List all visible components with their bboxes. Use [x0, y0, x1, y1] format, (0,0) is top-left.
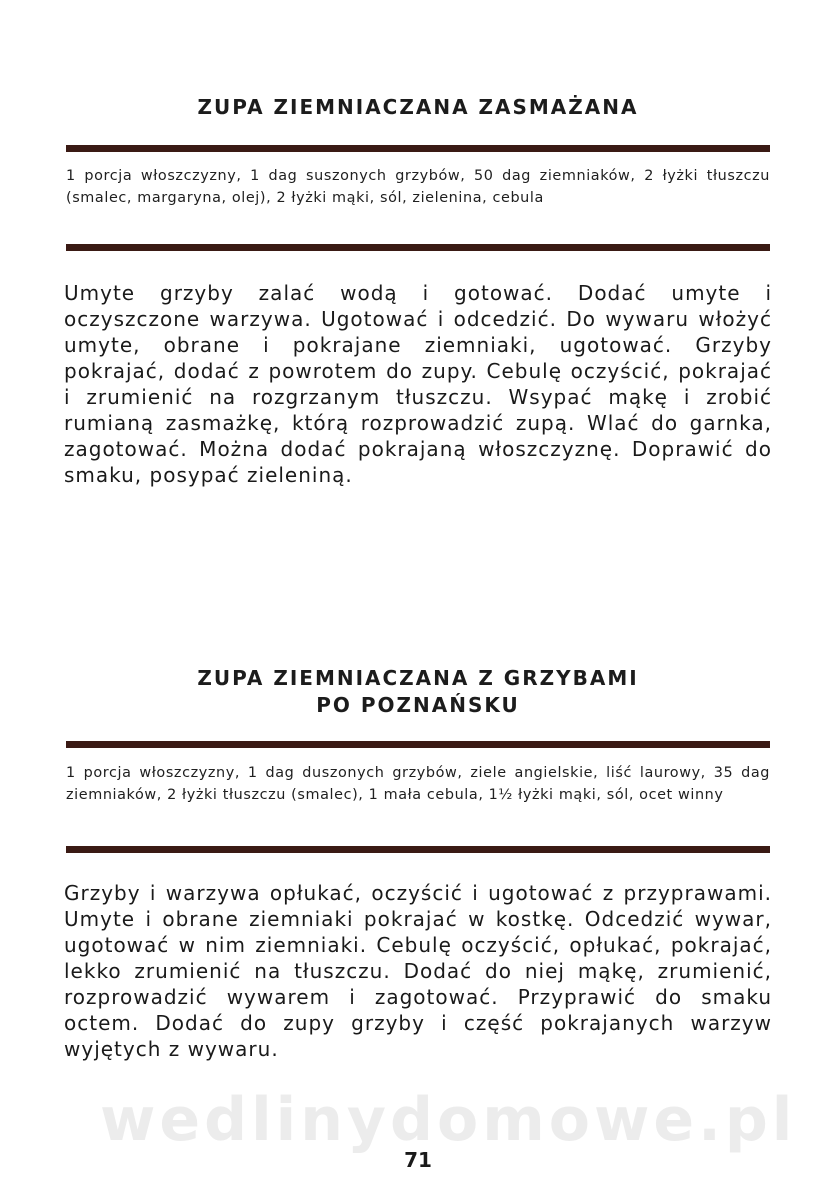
divider-rule [66, 145, 770, 152]
page-number: 71 [404, 1148, 432, 1172]
ingredients-list: 1 porcja włoszczyzny, 1 dag suszonych grzybów, 50 dag ziemniaków, 2 łyżki tłuszczu (smalec, margaryna, olej), 2 łyżki mąki, sól, zielenina, cebula [66, 168, 770, 206]
recipe-title: ZUPA ZIEMNIACZANA ZASMAŻANA [197, 95, 639, 119]
recipe-title [60, 665, 776, 719]
divider-rule [66, 244, 770, 251]
divider-rule [66, 741, 770, 748]
divider-rule [66, 846, 770, 853]
ingredients-list: 1 porcja włoszczyzny, 1 dag duszonych grzybów, ziele angielskie, liść laurowy, 35 dag ziemniaków, 2 łyżki tłuszczu (smalec), 1 mała cebula, 1½ łyżki mąki, sól, ocet winny [66, 765, 770, 803]
recipe-title-line: ZUPA ZIEMNIACZANA Z GRZYBAMI [197, 666, 639, 690]
recipe-instructions: Umyte grzyby zalać wodą i gotować. Dodać umyte i oczyszczone warzywa. Ugotować i odcedzić. Do wywaru włożyć umyte, obrane i pokrajane ziemniaki, ugotować. Grzyby pokrajać, dodać z powrotem do zupy. Cebulę oczyścić, pokrajać i zrumienić na rozgrzanym tłuszczu. Wsypać mąkę i zrobić rumianą zasmażkę, którą rozprowadzić zupą. Wlać do garnka, zagotować. Można dodać pokrajaną włoszczyznę. Doprawić do smaku, posypać zieleniną. [64, 281, 772, 487]
recipe-title-line: PO POZNAŃSKU [316, 693, 520, 717]
watermark: wedlinydomowe.pl [100, 1085, 797, 1155]
recipe-instructions: Grzyby i warzywa opłukać, oczyścić i ugotować z przyprawami. Umyte i obrane ziemniaki pokrajać w kostkę. Odcedzić wywar, ugotować w nim ziemniaki. Cebulę oczyścić, opłukać, pokrajać, lekko zrumienić na tłuszczu. Dodać do niej mąkę, zrumienić, rozprowadzić wywarem i zagotować. Przyprawić do smaku octem. Dodać do zupy grzyby i część pokrajanych warzyw wyjętych z wywaru. [64, 881, 772, 1061]
